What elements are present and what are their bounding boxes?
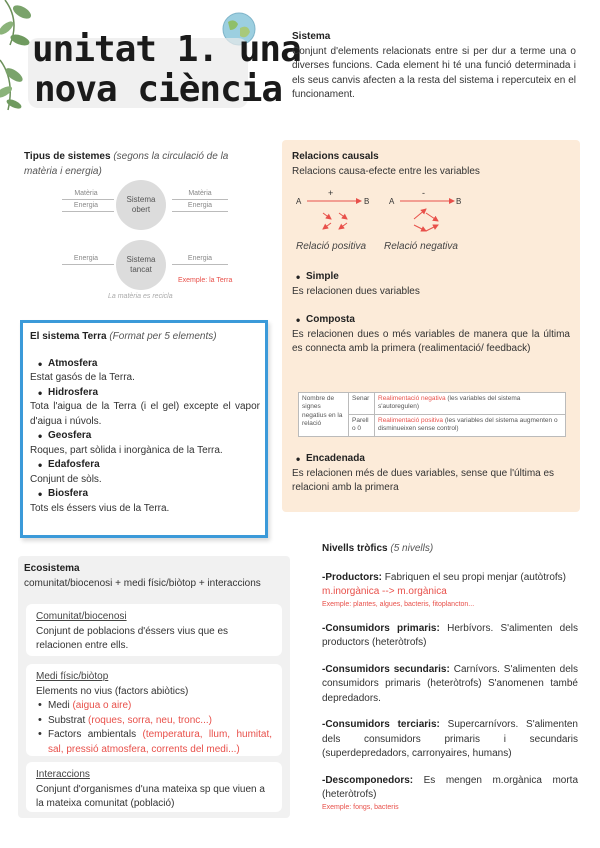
medi-text: Elements no vius (factors abiòtics) [36, 685, 189, 697]
productors-text: Fabriquen el seu propi menjar (autòtrofs) [384, 571, 566, 583]
terra-item-desc-2: Roques, part sòlida i inorgànica de la Terra. [30, 444, 223, 456]
terciaris-text: Supercarnívors. S'alimenten dels consumidors primaris i secundaris (superdepredadors, carronyaires, humans) [322, 719, 578, 760]
tipus-section [24, 150, 264, 179]
tancat-example: Exemple: la Terra [178, 277, 233, 284]
nivells-subtitle: (5 nivells) [390, 543, 434, 554]
productors-example: Exemple: plantes, algues, bacteris, fitoplancton... [322, 600, 475, 608]
obert-out2: Energia [187, 202, 213, 209]
row2 [375, 414, 566, 436]
neg-var-a: A [389, 197, 395, 206]
relacions-heading: Relacions causals [292, 151, 379, 162]
medi-item-2-example: (temperatura, llum, humitat, sal, pressió atmosfera, corrents del medi...) [48, 729, 273, 755]
productors-block [322, 571, 578, 610]
tancat-label2: tancat [130, 265, 152, 274]
page-title-line2: nova ciència [34, 69, 283, 110]
obert-label2: obert [131, 205, 151, 214]
terra-item-name-2: • Geosfera [34, 429, 260, 444]
encadenada-text: Es relacionen més de dues variables, sense que l'última es relacioni amb la primera [292, 467, 555, 493]
sistema-section [292, 30, 576, 103]
positive-label: Relació positiva [296, 241, 367, 252]
terra-item-desc-0: Estat gasós de la Terra. [30, 372, 135, 383]
pos-var-a: A [296, 197, 302, 206]
medi-item-0-example: (aigua o aire) [72, 700, 132, 711]
row1-parity: Senar [349, 393, 375, 415]
ecosistema-header [24, 562, 286, 591]
medi-card [26, 664, 282, 756]
terciaris-block [322, 718, 578, 762]
interaccions-text: Conjunt d'organismes d'una mateixa sp que viuen a la mateixa comunitat (població) [36, 783, 265, 809]
interaccions-card [26, 762, 282, 812]
secundaris-label: -Consumidors secundaris: [322, 663, 450, 675]
nivells-heading: Nivells tròfics [322, 543, 388, 554]
terra-item-name-0: • Atmosfera [34, 357, 260, 372]
relacions-types [292, 270, 570, 357]
tancat-label1: Sistema [126, 255, 156, 265]
terra-item-desc-1: Tota l'aigua de la Terra (i el gel) excepte el vapor d'aigua i núvols. [30, 401, 260, 427]
negative-label: Relació negativa [384, 241, 458, 252]
row1-type: Realimentació negativa [378, 395, 446, 402]
descomponedors-text: Es mengen m.orgànica morta (heteròtrofs) [322, 774, 579, 801]
productors-red: m.inorgànica --> m.orgànica [322, 586, 447, 597]
medi-item-1-example: (roques, sorra, neu, tronc...) [88, 714, 212, 726]
composta-text: Es relacionen dues o més variables de manera que la última es connecta amb la primera (realimentació/ feedback) [292, 328, 570, 354]
terra-item-name-1: • Hidrosfera [34, 386, 260, 401]
neg-var-b: B [456, 197, 462, 206]
medi-item-1 [36, 714, 272, 729]
medi-item-0-label: Medi [48, 700, 70, 711]
sistema-tancat-node [116, 240, 166, 290]
row2-type: Realimentació positiva [378, 416, 444, 424]
row1-desc: (les variables del sistema s'autoregulen) [378, 395, 521, 411]
obert-out-arrow2 [172, 211, 228, 212]
row2-parity: Parell o 0 [349, 414, 375, 436]
descomponedors-block [322, 774, 578, 813]
comunitat-title: Comunitat/biocenosi [36, 611, 127, 622]
row1 [375, 393, 566, 415]
tancat-out-arrow [172, 264, 228, 265]
pos-var-b: B [364, 197, 370, 206]
medi-item-2 [36, 728, 272, 757]
obert-in-arrow1 [62, 199, 114, 200]
neg-sign: - [422, 188, 425, 198]
obert-in-arrow2 [62, 211, 114, 212]
medi-item-0 [36, 699, 272, 714]
encadenada-section [292, 452, 570, 496]
relacions-subtitle: Relacions causa-efecte entre les variables [292, 165, 480, 177]
obert-out1: Matèria [188, 190, 212, 197]
feedback-table [298, 392, 566, 437]
comunitat-card [26, 604, 282, 656]
table-col1: Nombre de signes negatius en la relació [299, 393, 349, 437]
composta-heading: • Composta [292, 313, 570, 328]
tancat-out1: Energia [187, 255, 213, 262]
descomponedors-label: -Descomponedors: [322, 774, 414, 786]
tancat-in1: Energia [73, 255, 99, 262]
terra-item-desc-4: Tots els éssers vius de la Terra. [30, 502, 170, 514]
ecosistema-heading: Ecosistema [24, 563, 80, 574]
terra-item-name-3: • Edafosfera [34, 458, 260, 473]
primaris-block [322, 622, 578, 651]
positive-relation-diagram [303, 195, 365, 235]
productors-label: -Productors: [322, 571, 382, 583]
comunitat-text: Conjunt de poblacions d'éssers vius que es relacionen entre ells. [36, 625, 229, 651]
pos-sign: + [328, 188, 334, 198]
obert-in2: Energia [73, 202, 99, 209]
sistema-obert-node [116, 180, 166, 230]
secundaris-block [322, 663, 578, 707]
encadenada-heading: • Encadenada [292, 452, 570, 467]
terra-item-desc-3: Conjunt de sòls. [30, 473, 102, 485]
primaris-label: -Consumidors primaris: [322, 622, 440, 634]
terciaris-label: -Consumidors terciaris: [322, 719, 440, 731]
tipus-subtitle: (segons la circulació de la matèria i energia) [24, 151, 229, 177]
medi-item-2-label: Factors ambientals [48, 729, 137, 740]
primaris-text: Herbívors. S'alimenten dels productors (heteròtrofs) [322, 622, 579, 649]
simple-heading: • Simple [292, 270, 570, 285]
terra-subtitle: (Format per 5 elements) [109, 331, 217, 342]
descomponedors-example: Exemple: fongs, bacteris [322, 803, 399, 811]
secundaris-text: Carnívors. S'alimenten dels consumidors primaris (heteròtrofs) S'anomenen també depredadors. [322, 663, 578, 704]
obert-label1: Sistema [126, 195, 156, 205]
interaccions-title: Interaccions [36, 769, 90, 780]
tipus-heading: Tipus de sistemes [24, 151, 111, 162]
negative-relation-diagram [396, 195, 458, 235]
ecosistema-formula: comunitat/biocenosi + medi físic/biòtop + interaccions [24, 577, 261, 589]
terra-section [30, 330, 260, 516]
simple-text: Es relacionen dues variables [292, 285, 420, 297]
medi-item-1-label: Substrat [48, 714, 86, 726]
terra-heading: El sistema Terra [30, 331, 107, 342]
sistema-text: Conjunt d'elements relacionats entre si per dur a terme una o diverses funcions. Cada element hi té una funció determinada i els seus canvis afecten a la resta del sistema i repercuteix en el funcionament. [292, 45, 576, 100]
tancat-note: La matèria es recicla [108, 293, 173, 300]
page-title-line1: unitat 1. una [32, 29, 301, 70]
row2-desc: (les variables del sistema augmenten o disminueixen sense control) [378, 416, 558, 433]
nivells-section [322, 542, 578, 813]
medi-title: Medi físic/biòtop [36, 671, 109, 682]
relacions-section [292, 150, 570, 179]
obert-in1: Matèria [74, 190, 98, 197]
obert-out-arrow1 [172, 199, 228, 200]
sistema-heading: Sistema [292, 31, 331, 42]
terra-item-name-4: • Biosfera [34, 487, 260, 502]
tancat-in-arrow [62, 264, 114, 265]
